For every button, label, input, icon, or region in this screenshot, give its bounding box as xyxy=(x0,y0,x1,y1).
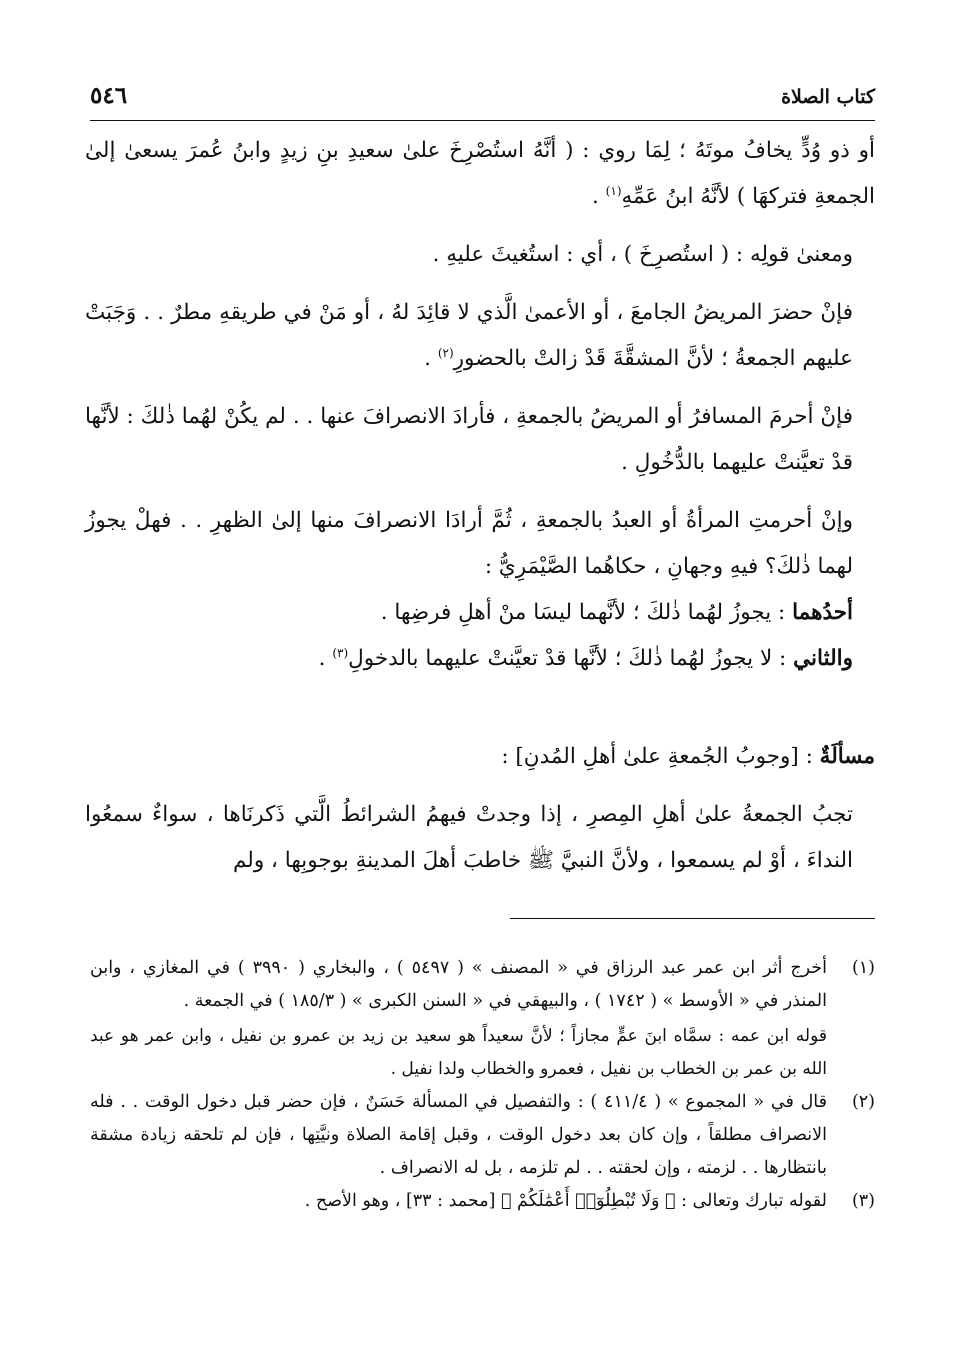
main-text xyxy=(85,128,875,884)
opinion-label: والثاني xyxy=(793,646,853,671)
footnote xyxy=(90,1086,875,1185)
opinion-label: أحدُهما xyxy=(792,600,853,625)
paragraph: تجبُ الجمعةُ علىٰ أهلِ المِصرِ ، إذا وجدتْ فيهمُ الشرائطُ الَّتي ذَكرنَاها ، سواءٌ سمعُوا النداءَ ، أوْ لم يسمعوا ، ولأنَّ النبيَّ ﷺ خاطبَ أهلَ المدينةِ بوجوبِها ، ولم xyxy=(85,802,853,873)
footnote-text: لقوله تبارك وتعالى : ﴿ وَلَا تُبْطِلُوٓا۟ أَعْمَٰلَكُمْ ﴾ [محمد : ٣٣] ، وهو الأصح . xyxy=(304,1191,827,1211)
section-heading: مسألَةٌ : [وجوبُ الجُمعةِ علىٰ أهلِ المُدنِ] : xyxy=(501,744,875,769)
footnote-ref[interactable]: (٣) xyxy=(332,645,349,660)
paragraph: أحدُهما : يجوزُ لهُما ذٰلكَ ؛ لأنَّهما ليسَا منْ أهلِ فرضِها . xyxy=(380,600,853,625)
paragraph: والثاني : لا يجوزُ لهُما ذٰلكَ ؛ لأنَّها قدْ تعيَّنتْ عليهما بالدخولِ$^{(٣)}$ . xyxy=(318,645,853,671)
masala-label: مسألَةٌ xyxy=(819,744,875,769)
footnote-ref[interactable]: (٢) xyxy=(437,345,454,360)
footnote-ref[interactable]: (١) xyxy=(605,183,622,198)
footnote-number: (٢) xyxy=(851,1092,875,1112)
page-header xyxy=(90,80,875,121)
footnote xyxy=(90,1185,875,1218)
footnote xyxy=(90,952,875,1018)
book-title: كتاب الصلاة xyxy=(781,86,875,108)
footnote-text: أخرج أثر ابن عمر عبد الرزاق في « المصنف » ( ٥٤٩٧ ) ، والبخاري ( ٣٩٩٠ ) في المغازي ، وابن المنذر في « الأوسط » ( ١٧٤٢ ) ، والبيهقي في « السنن الكبرى » ( ١٨٥/٣ ) في الجمعة . xyxy=(90,958,827,1011)
paragraph: وإنْ أحرمتِ المرأةُ أو العبدُ بالجمعةِ ، ثُمَّ أرادَا الانصرافَ منها إلىٰ الظهرِ . . فهلْ يجوزُ لهما ذٰلكَ؟ فيهِ وجهانِ ، حكاهُما الصَّيْمَرِيُّ : xyxy=(85,508,853,579)
footnote-comment: قوله ابن عمه : سمَّاه ابنَ عمٍّ مجازاً ؛ لأنَّ سعيداً هو سعيد بن زيد بن عمرو بن نفيل ، وابن عمر هو عبد الله بن عمر بن الخطاب بن نفيل ، فعمرو والخطاب ولدا نفيل . xyxy=(90,1026,827,1079)
footnote-number: (١) xyxy=(851,958,875,978)
page-number: ٥٤٦ xyxy=(90,82,128,109)
paragraph: فإنْ أحرمَ المسافرُ أو المريضُ بالجمعةِ ، فأرادَ الانصرافَ عنها . . لم يكُنْ لهُما ذٰلكَ : لأنَّها قدْ تعيَّنتْ عليهما بالدُّخُولِ . xyxy=(85,404,853,475)
paragraph: فإنْ حضرَ المريضُ الجامعَ ، أو الأعمىٰ الَّذي لا قائِدَ لهُ ، أو مَنْ في طريقهِ مطرٌ . . وَجَبَتْ عليهم الجمعةُ ؛ لأنَّ المشقَّةَ قَدْ زالتْ بالحضورِ$^{(٢)}$ . xyxy=(85,300,853,371)
footnote-divider xyxy=(510,918,875,919)
paragraph: ومعنىٰ قولِه : ( استُصرِخَ ) ، أي : استُغيثَ عليهِ . xyxy=(432,242,853,267)
footnote-text: قال في « المجموع » ( ٤١١/٤ ) : والتفصيل في المسألة حَسَنٌ ، فإن حضر قبل دخول الوقت . . فله الانصراف مطلقاً ، وإن كان بعد دخول الوقت ، وقبل إقامة الصلاة ونيَّتِها ، فإن لم تلحقه زيادة مشقة بانتظارها . . لزمته ، وإن لحقته . . لم تلزمه ، بل له الانصراف . xyxy=(90,1092,827,1178)
footnote-number: (٣) xyxy=(851,1191,875,1211)
paragraph: أو ذو وُدٍّ يخافُ موتَهُ ؛ لِمَا روي : ( أنَّهُ استُصْرِخَ علىٰ سعيدِ بنِ زيدٍ وابنُ عُمرَ يسعىٰ إلىٰ الجمعةِ فتركهَا ) لأنَّهُ ابنُ عَمِّهِ$^{(١)}$ . xyxy=(85,138,875,209)
footnotes xyxy=(90,952,875,1218)
